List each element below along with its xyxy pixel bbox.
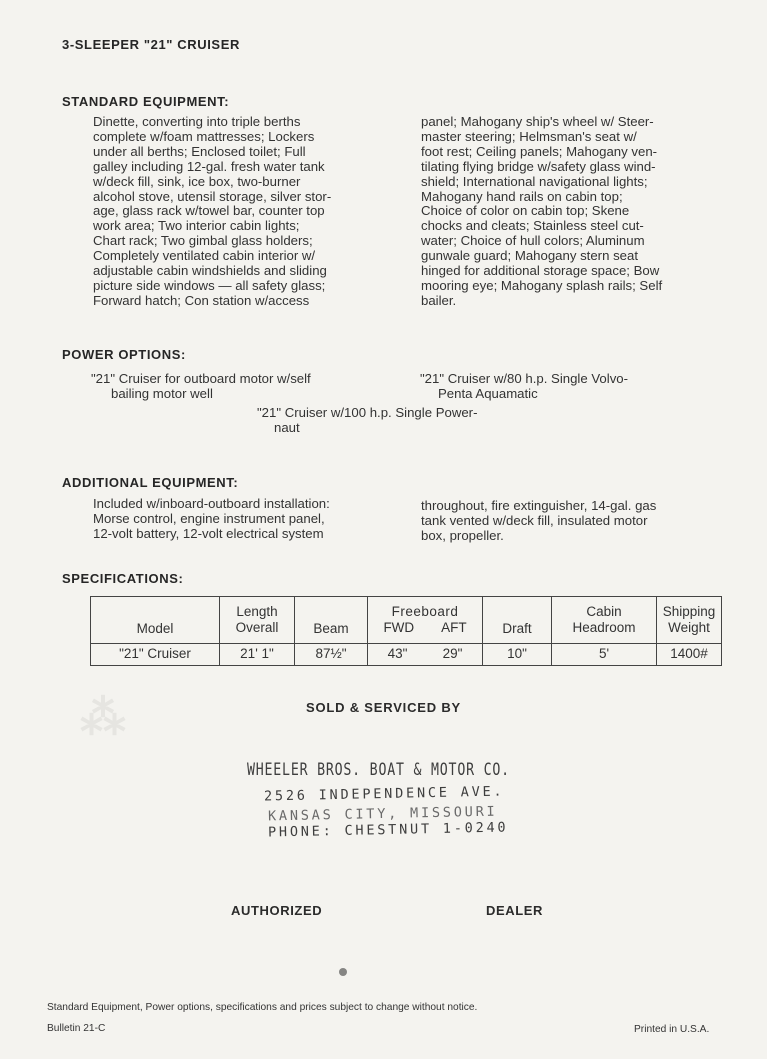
dealer-city-stamp: KANSAS CITY, MISSOURI [267,803,498,825]
bleed-through-mark: ⁂ [80,692,126,743]
text-line: panel; Mahogany ship's wheel w/ Steer- [421,114,654,129]
additional-equipment-right [421,499,725,544]
header-beam: Beam [295,597,368,644]
ink-spot [339,968,347,976]
text-line: tank vented w/deck fill, insulated motor [421,512,648,528]
additional-equipment-heading: ADDITIONAL EQUIPMENT: [62,475,239,490]
text-line: box, propeller. [421,527,504,543]
text-line: Penta Aquamatic [438,386,538,401]
text-line: shield; International navigational lights; [421,173,648,189]
cell-beam: 87½" [295,643,368,665]
dealer-name-stamp: WHEELER BROS. BOAT & MOTOR CO. [247,760,510,780]
text-line: Included w/inboard-outboard installation: [93,496,330,511]
text-line: master steering; Helmsman's seat w/ [421,128,637,144]
cell-draft: 10" [483,643,552,665]
text-line: 12-volt battery, 12-volt electrical system [93,525,324,541]
footer-bulletin: Bulletin 21-C [47,1023,106,1034]
power-options-heading: POWER OPTIONS: [62,347,186,362]
power-option-volvo [420,371,628,401]
dealer-label: DEALER [486,903,544,918]
text-line: water; Choice of hull colors; Aluminum [421,233,645,249]
authorized-label: AUTHORIZED [231,903,323,918]
footer-printed: Printed in U.S.A. [634,1024,710,1035]
page-title: 3-SLEEPER "21" CRUISER [62,37,240,52]
specifications-table [90,596,722,666]
text-line: Dinette, converting into triple berths [93,114,301,129]
cell-fwd: 43" [387,646,408,662]
text-line: under all berths; Enclosed toilet; Full [93,143,306,159]
text-line: naut [274,420,300,435]
text-line: work area; Two interior cabin lights; [93,218,300,234]
text-line: galley including 12-gal. fresh water tank [93,158,325,174]
header-fwd: FWD [383,619,415,635]
text-line: tilating flying bridge w/safety glass wind- [421,158,656,174]
specifications-heading: SPECIFICATIONS: [62,571,184,586]
additional-equipment-left [93,497,399,542]
cell-aft: 29" [442,646,463,662]
text-line: Forward hatch; Con station w/access [93,292,310,308]
text-line: alcohol stove, utensil storage, silver stor- [93,188,332,204]
cell-freeboard [368,643,483,665]
text-line: gunwale guard; Mahogany stern seat [421,248,639,264]
text-line: Mahogany hand rails on cabin top; [421,188,623,204]
cell-length: 21' 1" [220,643,295,665]
table-header-row [91,597,722,644]
standard-equipment-right [421,115,725,309]
text-line: Chart rack; Two gimbal glass holders; [93,233,313,249]
text-line: Morse control, engine instrument panel, [93,510,325,526]
text-line: age, glass rack w/towel bar, counter top [93,203,325,219]
header-cabin-headroom: Cabin Headroom [552,597,657,644]
dealer-address-stamp: 2526 INDEPENDENCE AVE. [263,783,505,805]
standard-equipment-heading: STANDARD EQUIPMENT: [62,94,230,109]
standard-equipment-left [93,115,397,309]
sold-serviced-label: SOLD & SERVICED BY [305,700,462,715]
header-freeboard: Freeboard FWD AFT [368,597,483,644]
header-model: Model [91,597,220,644]
text-line: foot rest; Ceiling panels; Mahogany ven- [421,143,658,159]
text-line: bailing motor well [111,386,213,401]
cell-headroom: 5' [552,643,657,665]
text-line: complete w/foam mattresses; Lockers [93,128,315,144]
text-line: "21" Cruiser w/100 h.p. Single Power- [257,405,478,420]
text-line: chocks and cleats; Stainless steel cut- [421,218,644,234]
power-option-powernaut [257,405,477,435]
table-row [91,643,722,665]
text-line: bailer. [421,292,457,308]
text-line: mooring eye; Mahogany splash rails; Self [421,277,663,293]
header-draft: Draft [483,597,552,644]
header-shipping-weight: Shipping Weight [657,597,722,644]
cell-weight: 1400# [657,643,722,665]
text-line: hinged for additional storage space; Bow [421,263,660,279]
text-line: "21" Cruiser for outboard motor w/self [91,371,311,386]
dealer-phone-stamp: PHONE: CHESTNUT 1-0240 [267,819,509,841]
text-line: picture side windows — all safety glass; [93,277,326,293]
text-line: w/deck fill, sink, ice box, two-burner [93,173,301,189]
power-option-outboard [91,371,311,401]
text-line: Completely ventilated cabin interior w/ [93,248,316,264]
cell-model: "21" Cruiser [91,643,220,665]
text-line: Choice of color on cabin top; Skene [421,203,630,219]
text-line: throughout, fire extinguisher, 14-gal. gas [421,498,657,513]
header-length: Length Overall [220,597,295,644]
header-aft: AFT [441,619,467,635]
footer-disclaimer: Standard Equipment, Power options, specifications and prices subject to change without notice. [47,1002,478,1013]
text-line: "21" Cruiser w/80 h.p. Single Volvo- [420,371,629,386]
text-line: adjustable cabin windshields and sliding [93,263,327,279]
